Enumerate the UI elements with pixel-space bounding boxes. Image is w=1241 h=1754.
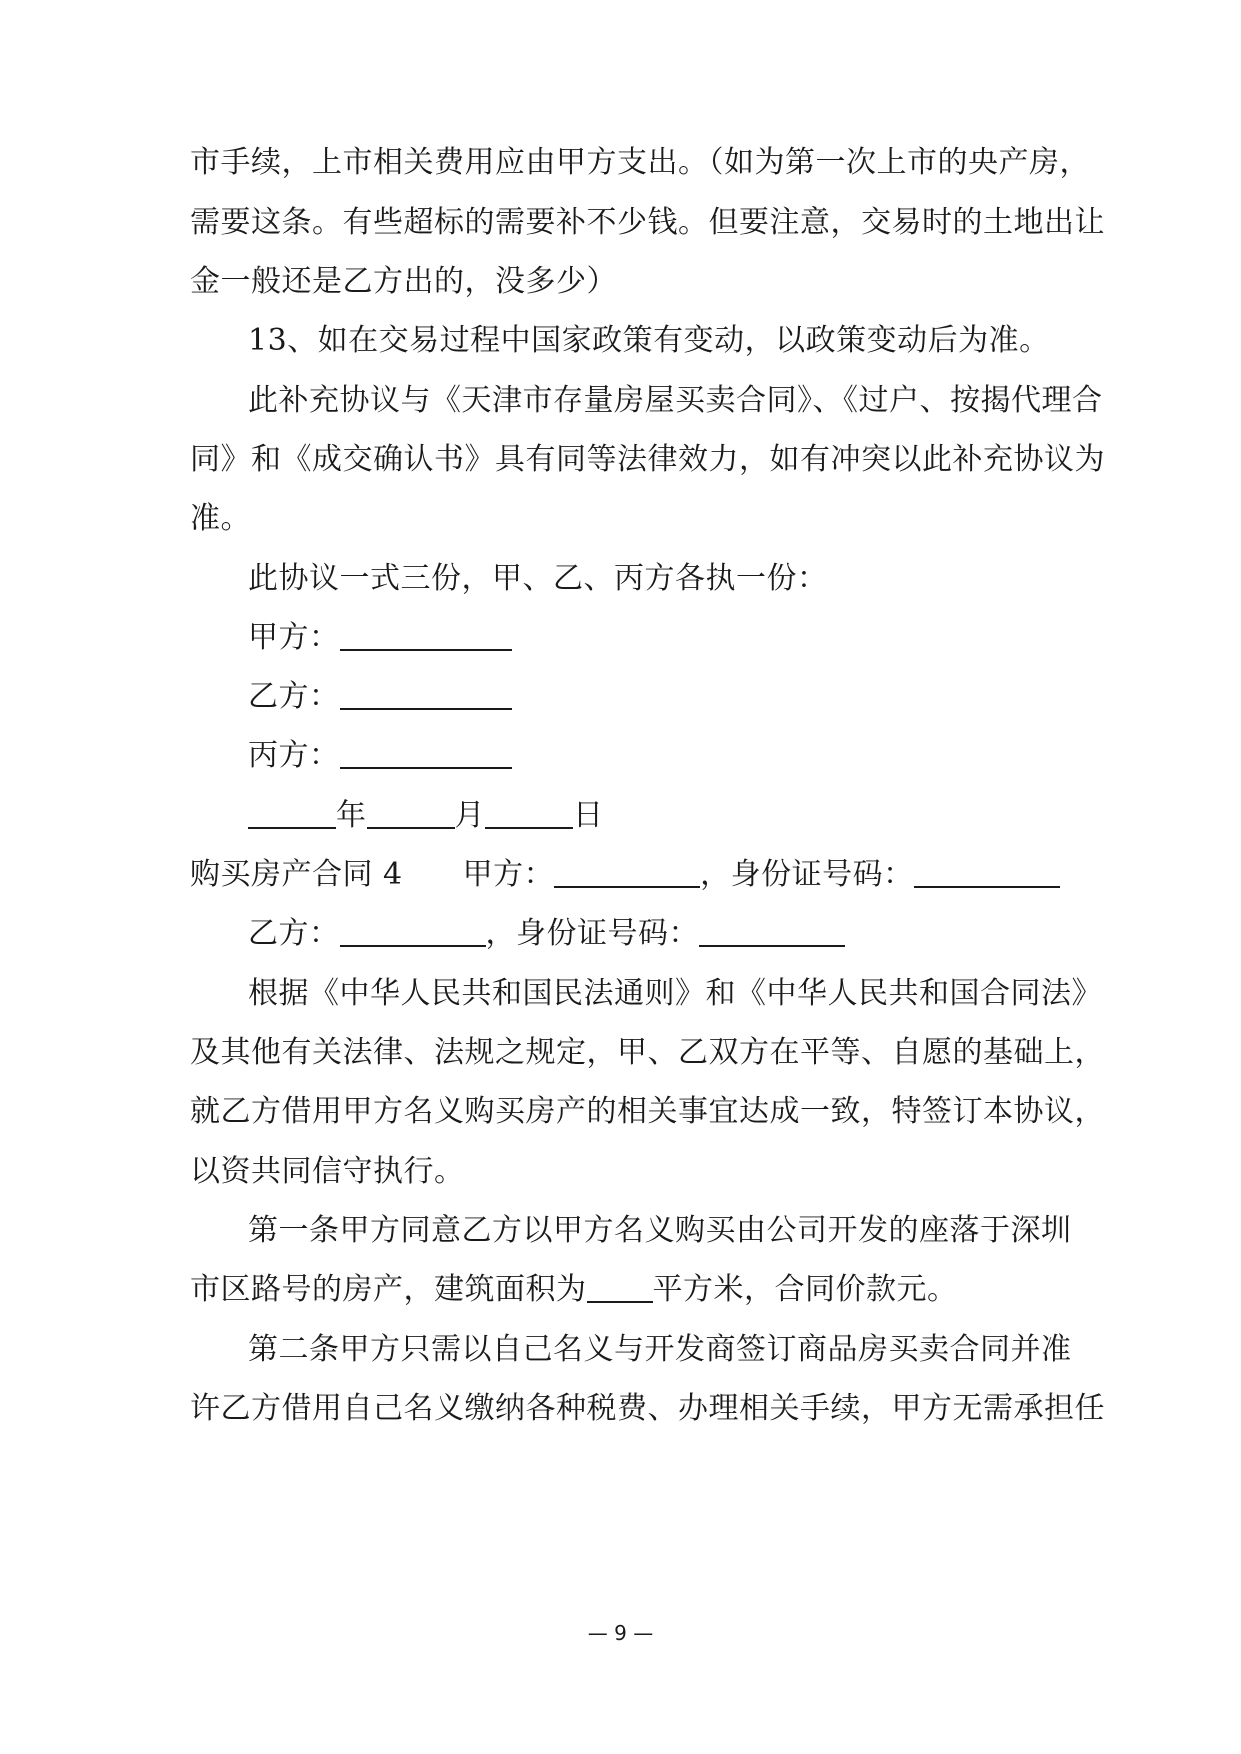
day-blank: [485, 797, 573, 829]
paragraph-line: 此补充协议与《天津市存量房屋买卖合同》、《过户、按揭代理合: [248, 383, 1103, 418]
paragraph-line: 根据《中华人民共和国民法通则》和《中华人民共和国合同法》: [248, 976, 1102, 1011]
paragraph-line: 同》和《成交确认书》具有同等法律效力，如有冲突以此补充协议为: [190, 442, 1105, 477]
signature-date: [248, 796, 1060, 836]
contract4-header: [190, 855, 1060, 895]
contract4-party-a-id-blank: [914, 856, 1060, 888]
paragraph-line: 及其他有关法律、法规之规定，甲、乙双方在平等、自愿的基础上，: [190, 1035, 1105, 1070]
contract4-party-b-id-blank: [699, 915, 845, 947]
signature-party-c: [248, 736, 1060, 776]
paragraph-line: 就乙方借用甲方名义购买房产的相关事宜达成一致，特签订本协议，: [190, 1094, 1105, 1129]
article-2-line: 第二条甲方只需以自己名义与开发商签订商品房买卖合同并准: [248, 1332, 1072, 1367]
party-c-label: 丙方：: [248, 738, 340, 773]
paragraph-line: 金一般还是乙方出的，没多少）: [190, 264, 617, 299]
party-b-label: 乙方：: [248, 679, 340, 714]
article-2-line: 许乙方借用自己名义缴纳各种税费、办理相关手续，甲方无需承担任: [190, 1391, 1105, 1426]
contract4-party-b-blank: [340, 915, 486, 947]
month-label: 月: [454, 798, 485, 833]
article-1-text: 市区路号的房产，建筑面积为: [190, 1272, 587, 1307]
paragraph-line: 准。: [190, 501, 251, 536]
copies-statement: 此协议一式三份，甲、乙、丙方各执一份：: [248, 561, 828, 596]
paragraph-line: 需要这条。有些超标的需要补不少钱。但要注意，交易时的土地出让: [190, 205, 1105, 240]
party-a-blank: [340, 619, 512, 651]
article-1-text: 平方米，合同价款元。: [652, 1272, 958, 1307]
month-blank: [367, 797, 455, 829]
signature-party-b: [248, 677, 1060, 717]
id-label: ，身份证号码：: [700, 857, 914, 892]
party-b-blank: [340, 678, 512, 710]
area-blank: [587, 1271, 653, 1303]
party-a-label: 甲方：: [248, 620, 340, 655]
contract4-party-a-label: 甲方：: [462, 857, 555, 892]
id-label: ，身份证号码：: [485, 916, 699, 951]
contract4-title: 购买房产合同 4: [190, 857, 403, 892]
article-1-line: 第一条甲方同意乙方以甲方名义购买由公司开发的座落于深圳: [248, 1213, 1072, 1248]
year-label: 年: [336, 798, 367, 833]
contract4-party-b-label: 乙方：: [248, 916, 340, 951]
party-c-blank: [340, 737, 512, 769]
day-label: 日: [573, 798, 604, 833]
contract4-party-b: [248, 914, 1060, 954]
clause-13: 13、如在交易过程中国家政策有变动，以政策变动后为准。: [248, 323, 1050, 358]
signature-party-a: [248, 618, 1060, 658]
paragraph-line: 以资共同信守执行。: [190, 1154, 465, 1189]
year-blank: [248, 797, 336, 829]
article-1-line: [190, 1270, 1060, 1310]
paragraph-line: 市手续，上市相关费用应由甲方支出。（如为第一次上市的央产房，: [190, 145, 1090, 180]
page-number: — 9 —: [587, 1621, 654, 1645]
contract4-party-a-blank: [554, 856, 700, 888]
